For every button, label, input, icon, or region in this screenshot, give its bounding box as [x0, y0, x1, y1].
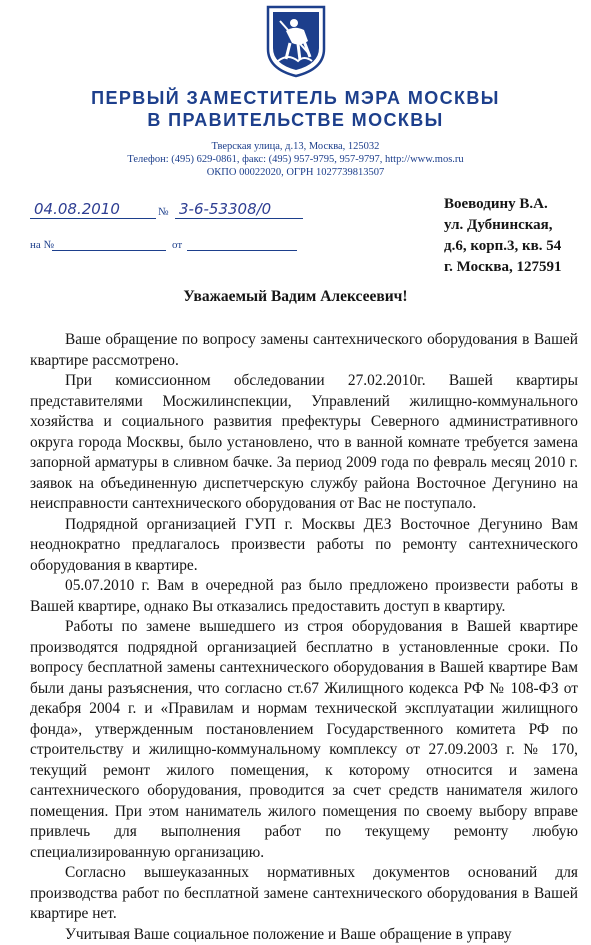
- organization-phones: Телефон: (495) 629-0861, факс: (495) 957-9795, 957-9797, http://www.mos.ru: [0, 153, 591, 166]
- paragraph: Ваше обращение по вопросу замены сантехнического оборудования в Вашей квартире рассмотрено.: [30, 330, 578, 371]
- letter-body: [30, 330, 578, 945]
- paragraph: Согласно вышеуказанных нормативных документов оснований для производства работ по бесплатной замене сантехнического оборудования в Вашей квартире нет.: [30, 863, 578, 925]
- addressee-house: д.6, корп.3, кв. 54: [444, 236, 591, 257]
- paragraph: Подрядной организацией ГУП г. Москвы ДЕЗ Восточное Дегунино Вам неоднократно предлагалось произвести работы по ремонту сантехнического оборудования в квартире.: [30, 515, 578, 577]
- addressee-name: Воеводину В.А.: [444, 194, 591, 215]
- organization-address: Тверская улица, д.13, Москва, 125032: [0, 140, 591, 153]
- paragraph: Учитывая Ваше социальное положение и Ваше обращение в управу: [30, 925, 578, 945]
- organization-codes: ОКПО 00022020, ОГРН 1027739813507: [0, 166, 591, 179]
- addressee-city: г. Москва, 127591: [444, 257, 591, 278]
- paragraph: При комиссионном обследовании 27.02.2010г. Вашей квартиры представителями Мосжилинспекции, Управлений жилищно-коммунального хозяйства и социального развития префектуры Северного административного округа города Москвы, было установлено, что в ванной комнате требуется замена запорной арматуры в сливном бачке. За период 2009 года по февраль месяц 2010 г. заявок на объединенную диспетчерскую службу района Восточное Дегунино на неисправности сантехнического оборудования от Вас не поступало.: [30, 371, 578, 515]
- organization-subtitle: В ПРАВИТЕЛЬСТВЕ МОСКВЫ: [0, 110, 591, 131]
- organization-title: ПЕРВЫЙ ЗАМЕСТИТЕЛЬ МЭРА МОСКВЫ: [0, 88, 591, 109]
- addressee-street: ул. Дубнинская,: [444, 215, 591, 236]
- from-label: от: [172, 239, 182, 251]
- reference-label: на №: [30, 239, 54, 251]
- outgoing-date: 04.08.2010: [30, 200, 156, 219]
- moscow-coat-of-arms-icon: [264, 3, 328, 78]
- reference-number-line: [52, 250, 166, 251]
- number-label: №: [158, 206, 169, 218]
- salutation: Уважаемый Вадим Алексеевич!: [0, 288, 591, 306]
- paragraph: 05.07.2010 г. Вам в очередной раз было предложено произвести работы в Вашей квартире, однако Вы отказались предоставить доступ в квартиру.: [30, 576, 578, 617]
- paragraph: Работы по замене вышедшего из строя оборудования в Вашей квартире производятся подрядной организацией бесплатно в установленные сроки. По вопросу бесплатной замены сантехнического оборудования в Вашей квартире Вам были даны разъяснения, что согласно ст.67 Жилищного кодекса РФ № 108-ФЗ от декабря 2004 г. и «Правилам и нормам технической эксплуатации жилищного фонда», утвержденным постановлением Государственного комитета РФ по строительству и жилищно-коммунальному комплексу от 27.09.2003 г. № 170, текущий ремонт жилого помещения, к которому относится и замена сантехнического оборудования, проводится за счет средств нанимателя жилого помещения. При этом наниматель жилого помещения по своему выбору вправе привлечь для выполнения работ по текущему ремонту любую специализированную организацию.: [30, 617, 578, 863]
- addressee-block: [444, 194, 591, 278]
- outgoing-number: 3-6-53308/0: [175, 200, 303, 219]
- reference-date-line: [187, 250, 297, 251]
